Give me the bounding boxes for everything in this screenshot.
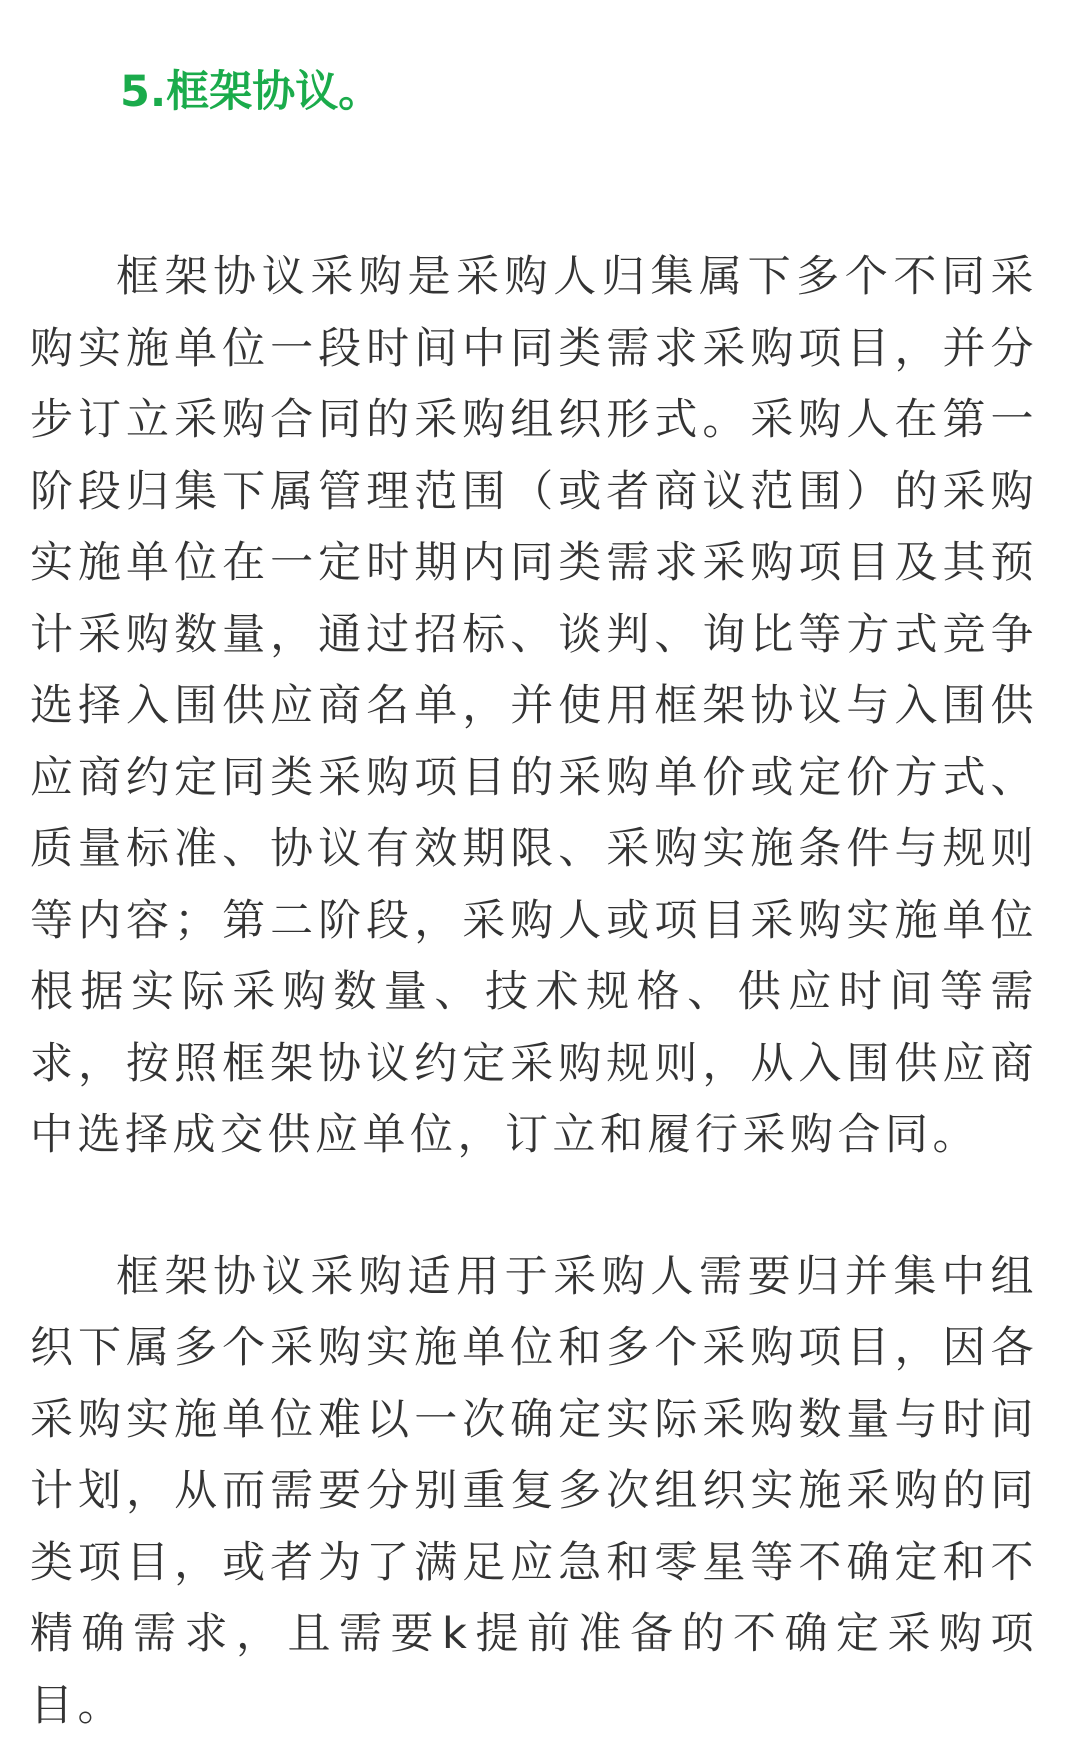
article-body (30, 0, 1038, 1742)
paragraph-definition: 框架协议采购是采购人归集属下多个不同采购实施单位一段时间中同类需求采购项目，并分步订立采购合同的采购组织形式。采购人在第一阶段归集下属管理范围（或者商议范围）的采购实施单位在一定时期内同类需求采购项目及其预计采购数量，通过招标、谈判、询比等方式竞争选择入围供应商名单，并使用框架协议与入围供应商约定同类采购项目的采购单价或定价方式、质量标准、协议有效期限、采购实施条件与规则等内容；第二阶段，采购人或项目采购实施单位根据实际采购数量、技术规格、供应时间等需求，按照框架协议约定采购规则，从入围供应商中选择成交供应单位，订立和履行采购合同。 (30, 242, 1038, 1172)
paragraph-applicability: 框架协议采购适用于采购人需要归并集中组织下属多个采购实施单位和多个采购项目，因各采购实施单位难以一次确定实际采购数量与时间计划，从而需要分别重复多次组织实施采购的同类项目，或者为了满足应急和零星等不确定和不精确需求，且需要k提前准备的不确定采购项目。 (30, 1242, 1038, 1742)
section-heading: 5.框架协议。 (30, 0, 1038, 122)
